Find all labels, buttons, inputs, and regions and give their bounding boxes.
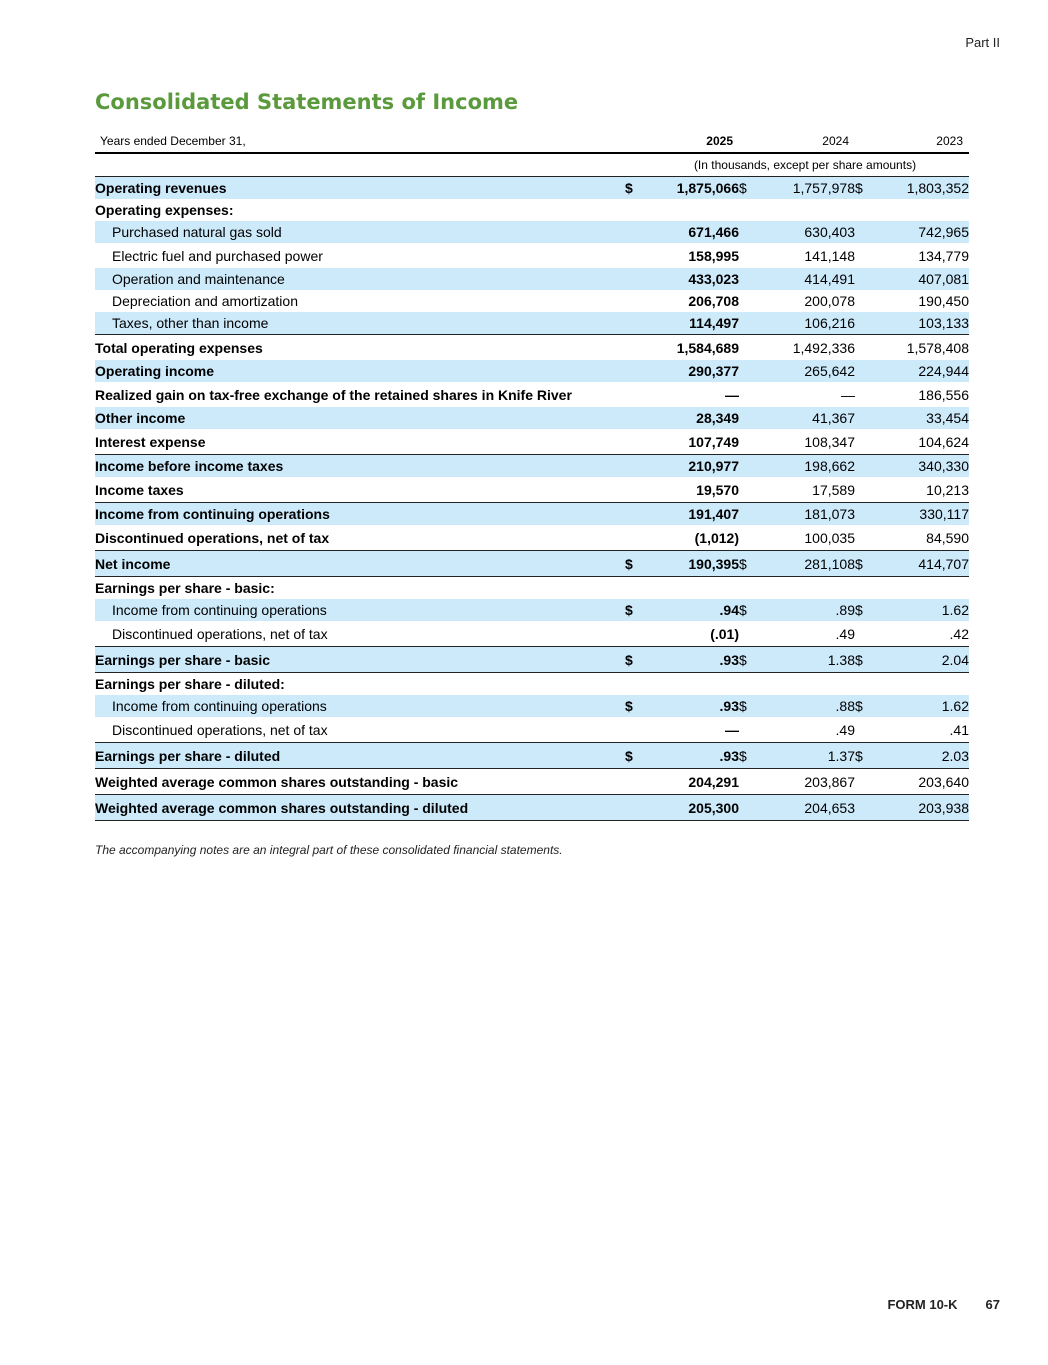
currency-2025: $ bbox=[625, 599, 641, 621]
row-label: Income from continuing operations bbox=[95, 599, 625, 621]
row-label: Electric fuel and purchased power bbox=[112, 247, 323, 264]
currency-2023 bbox=[855, 455, 871, 478]
currency-2024 bbox=[739, 221, 755, 243]
currency-2025 bbox=[625, 673, 641, 696]
value-2023 bbox=[871, 199, 969, 221]
row-label: Income from continuing operations bbox=[95, 503, 625, 526]
value-2023: 224,944 bbox=[871, 360, 969, 382]
page-footer bbox=[887, 1297, 1000, 1312]
row-label: Operating revenues bbox=[95, 177, 625, 200]
value-2024: 108,347 bbox=[804, 433, 855, 450]
currency-2025: $ bbox=[625, 743, 641, 769]
value-2023: 1,578,408 bbox=[871, 335, 969, 361]
currency-2024: $ bbox=[739, 599, 755, 621]
currency-2025 bbox=[625, 312, 641, 335]
currency-2025 bbox=[625, 382, 641, 407]
currency-2024: $ bbox=[739, 551, 755, 577]
currency-2024 bbox=[739, 577, 755, 600]
value-2024: 1,757,978 bbox=[755, 177, 855, 200]
footnote: The accompanying notes are an integral part of these consolidated financial statements. bbox=[95, 843, 563, 857]
table-row bbox=[95, 407, 969, 429]
currency-2023: $ bbox=[855, 695, 871, 717]
currency-2023: $ bbox=[855, 551, 871, 577]
table-row bbox=[95, 503, 969, 526]
value-2024: 100,035 bbox=[804, 529, 855, 546]
value-2025: 19,570 bbox=[696, 481, 739, 498]
currency-2023 bbox=[855, 221, 871, 243]
currency-2025 bbox=[625, 455, 641, 478]
value-2025: 290,377 bbox=[641, 360, 739, 382]
value-2024: .49 bbox=[835, 625, 855, 642]
value-2025: 114,497 bbox=[641, 312, 739, 335]
year-2024-header: 2024 bbox=[755, 130, 855, 153]
value-2025: 433,023 bbox=[641, 268, 739, 290]
currency-2023 bbox=[855, 243, 871, 268]
value-2025: 191,407 bbox=[641, 503, 739, 526]
table-row bbox=[95, 360, 969, 382]
row-label: Realized gain on tax-free exchange of the retained shares in Knife River bbox=[95, 386, 572, 403]
currency-2024: $ bbox=[739, 647, 755, 673]
row-label: Other income bbox=[95, 407, 625, 429]
table-row bbox=[95, 621, 969, 647]
value-2023: 103,133 bbox=[871, 312, 969, 335]
currency-2024 bbox=[739, 360, 755, 382]
currency-2023: $ bbox=[855, 599, 871, 621]
currency-2024 bbox=[739, 290, 755, 312]
table-row bbox=[95, 455, 969, 478]
value-2025: 190,395 bbox=[641, 551, 739, 577]
value-2023: 134,779 bbox=[918, 247, 969, 264]
currency-2025 bbox=[625, 795, 641, 821]
value-2023: 104,624 bbox=[918, 433, 969, 450]
value-2025: .93 bbox=[641, 743, 739, 769]
value-2025: (1,012) bbox=[694, 529, 739, 546]
currency-2025 bbox=[625, 335, 641, 361]
currency-2023 bbox=[855, 673, 871, 696]
currency-2024 bbox=[739, 243, 755, 268]
value-2024: 106,216 bbox=[755, 312, 855, 335]
currency-2025 bbox=[625, 407, 641, 429]
currency-2024: $ bbox=[739, 695, 755, 717]
units-note: (In thousands, except per share amounts) bbox=[693, 158, 917, 172]
units-row bbox=[95, 153, 969, 177]
currency-2023 bbox=[855, 717, 871, 743]
value-2024: 41,367 bbox=[755, 407, 855, 429]
value-2025: 107,749 bbox=[688, 433, 739, 450]
currency-2025 bbox=[625, 525, 641, 551]
value-2023: 1.62 bbox=[871, 695, 969, 717]
value-2023: 1.62 bbox=[871, 599, 969, 621]
currency-2024 bbox=[739, 503, 755, 526]
currency-2023 bbox=[855, 795, 871, 821]
table-row bbox=[95, 290, 969, 312]
value-2024: .88 bbox=[755, 695, 855, 717]
currency-2025 bbox=[625, 290, 641, 312]
page-number: 67 bbox=[985, 1297, 1000, 1312]
currency-2025 bbox=[625, 621, 641, 647]
currency-2023 bbox=[855, 621, 871, 647]
table-row bbox=[95, 647, 969, 673]
currency-2024 bbox=[739, 525, 755, 551]
value-2025: — bbox=[725, 721, 739, 738]
currency-2023 bbox=[855, 312, 871, 335]
value-2025 bbox=[641, 199, 739, 221]
value-2024: — bbox=[841, 386, 855, 403]
currency-2025 bbox=[625, 221, 641, 243]
currency-2023 bbox=[855, 577, 871, 600]
table-row bbox=[95, 717, 969, 743]
value-2023 bbox=[871, 673, 969, 696]
table-row bbox=[95, 268, 969, 290]
value-2024: .49 bbox=[835, 721, 855, 738]
table-row bbox=[95, 312, 969, 335]
currency-2025 bbox=[625, 268, 641, 290]
currency-2025: $ bbox=[625, 551, 641, 577]
value-2025: 210,977 bbox=[641, 455, 739, 478]
currency-2024 bbox=[739, 477, 755, 503]
currency-2025 bbox=[625, 360, 641, 382]
value-2025: 206,708 bbox=[688, 293, 739, 309]
value-2024 bbox=[755, 673, 855, 696]
value-2024: 281,108 bbox=[755, 551, 855, 577]
value-2024: 204,653 bbox=[755, 795, 855, 821]
currency-2023 bbox=[855, 382, 871, 407]
currency-2024 bbox=[739, 335, 755, 361]
row-label: Operating income bbox=[95, 360, 625, 382]
table-row bbox=[95, 795, 969, 821]
currency-2024 bbox=[739, 717, 755, 743]
table-row bbox=[95, 199, 969, 221]
value-2025: .93 bbox=[641, 647, 739, 673]
value-2025: 204,291 bbox=[688, 773, 739, 790]
currency-2025 bbox=[625, 577, 641, 600]
value-2025 bbox=[641, 673, 739, 696]
value-2024: 1,492,336 bbox=[755, 335, 855, 361]
value-2023: .42 bbox=[949, 625, 969, 642]
currency-2024 bbox=[739, 621, 755, 647]
table-row bbox=[95, 577, 969, 600]
value-2024: 17,589 bbox=[812, 481, 855, 498]
value-2024: 203,867 bbox=[804, 773, 855, 790]
value-2023: 203,938 bbox=[871, 795, 969, 821]
value-2023: 407,081 bbox=[871, 268, 969, 290]
row-label: Earnings per share - diluted bbox=[95, 743, 625, 769]
year-2023-header: 2023 bbox=[871, 130, 969, 153]
currency-2024 bbox=[739, 673, 755, 696]
value-2024 bbox=[755, 577, 855, 600]
currency-2023 bbox=[855, 503, 871, 526]
table-row bbox=[95, 429, 969, 455]
row-label: Operation and maintenance bbox=[95, 268, 625, 290]
row-label: Weighted average common shares outstanding - diluted bbox=[95, 795, 625, 821]
currency-2023 bbox=[855, 477, 871, 503]
currency-2025 bbox=[625, 717, 641, 743]
currency-2023 bbox=[855, 199, 871, 221]
value-2025: (.01) bbox=[710, 625, 739, 642]
currency-2023: $ bbox=[855, 647, 871, 673]
value-2024: 1.37 bbox=[755, 743, 855, 769]
currency-2025 bbox=[625, 429, 641, 455]
currency-2023: $ bbox=[855, 177, 871, 200]
currency-2023: $ bbox=[855, 743, 871, 769]
currency-2025 bbox=[625, 243, 641, 268]
currency-2024 bbox=[739, 407, 755, 429]
value-2023 bbox=[871, 577, 969, 600]
value-2024: 141,148 bbox=[804, 247, 855, 264]
currency-2024 bbox=[739, 769, 755, 795]
currency-2024: $ bbox=[739, 177, 755, 200]
value-2025: .94 bbox=[641, 599, 739, 621]
value-2023: .41 bbox=[949, 721, 969, 738]
table-row bbox=[95, 177, 969, 200]
table-row bbox=[95, 695, 969, 717]
value-2023: 330,117 bbox=[871, 503, 969, 526]
row-label: Weighted average common shares outstanding - basic bbox=[95, 773, 459, 790]
value-2024: 630,403 bbox=[755, 221, 855, 243]
currency-2024 bbox=[739, 199, 755, 221]
value-2023: 1,803,352 bbox=[871, 177, 969, 200]
value-2024: 414,491 bbox=[755, 268, 855, 290]
value-2023: 2.04 bbox=[871, 647, 969, 673]
row-label: Discontinued operations, net of tax bbox=[95, 529, 330, 546]
income-statement-table bbox=[95, 130, 969, 821]
row-label: Purchased natural gas sold bbox=[95, 221, 625, 243]
row-label: Net income bbox=[95, 551, 625, 577]
currency-2023 bbox=[855, 407, 871, 429]
currency-2024 bbox=[739, 429, 755, 455]
value-2024: 1.38 bbox=[755, 647, 855, 673]
part-label: Part II bbox=[965, 35, 1000, 50]
table-row bbox=[95, 551, 969, 577]
currency-2023 bbox=[855, 268, 871, 290]
table-row bbox=[95, 769, 969, 795]
currency-2025: $ bbox=[625, 647, 641, 673]
row-label: Income taxes bbox=[95, 481, 184, 498]
value-2023: 203,640 bbox=[918, 773, 969, 790]
table-row bbox=[95, 243, 969, 268]
value-2025: 158,995 bbox=[688, 247, 739, 264]
row-label: Interest expense bbox=[95, 433, 206, 450]
value-2025 bbox=[641, 577, 739, 600]
value-2024: .89 bbox=[755, 599, 855, 621]
value-2024: 181,073 bbox=[755, 503, 855, 526]
row-label: Taxes, other than income bbox=[95, 312, 625, 335]
value-2023: 2.03 bbox=[871, 743, 969, 769]
row-label: Total operating expenses bbox=[95, 335, 625, 361]
value-2023: 33,454 bbox=[871, 407, 969, 429]
currency-2025 bbox=[625, 503, 641, 526]
row-label: Income before income taxes bbox=[95, 455, 625, 478]
table-row bbox=[95, 673, 969, 696]
row-label: Depreciation and amortization bbox=[112, 293, 298, 309]
table-row bbox=[95, 599, 969, 621]
currency-2025 bbox=[625, 769, 641, 795]
value-2025: — bbox=[725, 386, 739, 403]
value-2024: 265,642 bbox=[755, 360, 855, 382]
currency-2023 bbox=[855, 429, 871, 455]
value-2024: 198,662 bbox=[755, 455, 855, 478]
row-label: Earnings per share - basic bbox=[95, 647, 625, 673]
row-label: Operating expenses: bbox=[95, 202, 234, 218]
currency-2025: $ bbox=[625, 695, 641, 717]
currency-2024 bbox=[739, 268, 755, 290]
value-2023: 84,590 bbox=[926, 529, 969, 546]
currency-2024 bbox=[739, 312, 755, 335]
value-2025: 1,875,066 bbox=[641, 177, 739, 200]
currency-2024 bbox=[739, 795, 755, 821]
table-row bbox=[95, 221, 969, 243]
currency-2023 bbox=[855, 290, 871, 312]
years-ended-label: Years ended December 31, bbox=[95, 130, 625, 153]
row-label: Income from continuing operations bbox=[95, 695, 625, 717]
value-2025: 671,466 bbox=[641, 221, 739, 243]
value-2025: 28,349 bbox=[641, 407, 739, 429]
currency-2023 bbox=[855, 360, 871, 382]
value-2023: 190,450 bbox=[918, 293, 969, 309]
currency-2023 bbox=[855, 769, 871, 795]
value-2023: 186,556 bbox=[918, 386, 969, 403]
value-2025: .93 bbox=[641, 695, 739, 717]
currency-2025: $ bbox=[625, 177, 641, 200]
currency-2024 bbox=[739, 382, 755, 407]
currency-2025 bbox=[625, 199, 641, 221]
value-2023: 742,965 bbox=[871, 221, 969, 243]
currency-2024: $ bbox=[739, 743, 755, 769]
value-2023: 340,330 bbox=[871, 455, 969, 478]
table-row bbox=[95, 382, 969, 407]
table-header-row bbox=[95, 130, 969, 153]
currency-2024 bbox=[739, 455, 755, 478]
page-title: Consolidated Statements of Income bbox=[95, 90, 519, 114]
row-label: Earnings per share - basic: bbox=[95, 580, 275, 596]
year-2025-header: 2025 bbox=[641, 130, 739, 153]
currency-2023 bbox=[855, 525, 871, 551]
row-label: Earnings per share - diluted: bbox=[95, 676, 285, 692]
value-2023: 414,707 bbox=[871, 551, 969, 577]
table-row bbox=[95, 743, 969, 769]
value-2024 bbox=[755, 199, 855, 221]
value-2024: 200,078 bbox=[804, 293, 855, 309]
table-row bbox=[95, 525, 969, 551]
row-label: Discontinued operations, net of tax bbox=[112, 625, 328, 642]
value-2023: 10,213 bbox=[926, 481, 969, 498]
value-2025: 205,300 bbox=[641, 795, 739, 821]
form-label: FORM 10-K bbox=[887, 1297, 958, 1312]
table-row bbox=[95, 335, 969, 361]
currency-2025 bbox=[625, 477, 641, 503]
value-2025: 1,584,689 bbox=[641, 335, 739, 361]
table-row bbox=[95, 477, 969, 503]
currency-2023 bbox=[855, 335, 871, 361]
row-label: Discontinued operations, net of tax bbox=[112, 721, 328, 738]
